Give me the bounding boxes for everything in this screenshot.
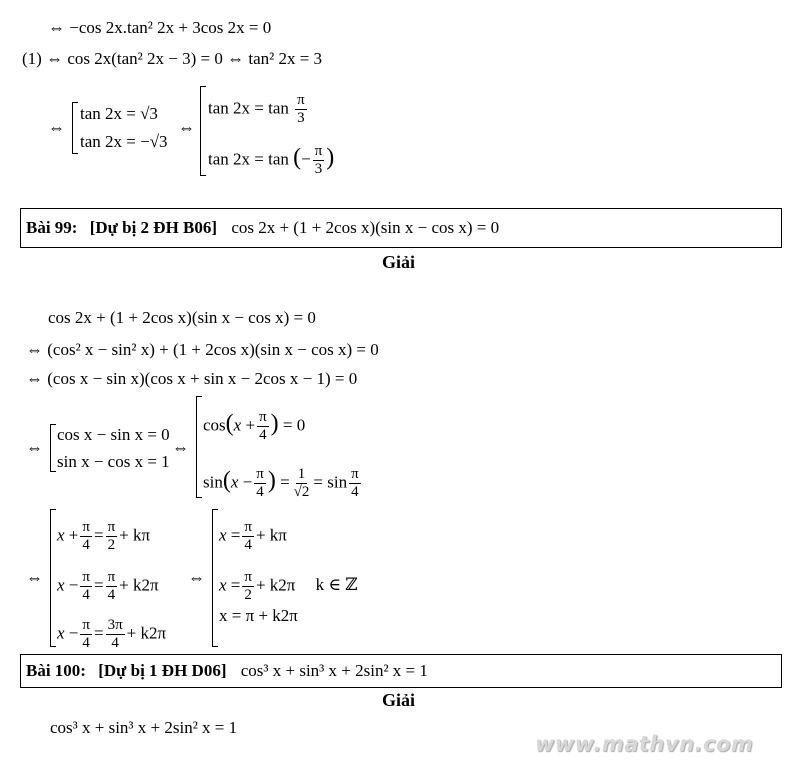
equation-line: cos 2x + (1 + 2cos x)(sin x − cos x) = 0: [48, 308, 316, 327]
equation-line: sin(x − $\frac{\pi}{4}$ ) = $\frac{1}{√2}$ = sin $\frac{\pi}{4}$: [203, 466, 359, 500]
fraction: $\frac{\pi}{2}$: [107, 519, 116, 553]
system-bracket: [212, 509, 213, 647]
system-bracket: [50, 509, 51, 647]
equation-line: tan 2x = √3: [80, 104, 158, 123]
fraction: $\frac{1}{√2}$: [293, 466, 310, 500]
problem-equation: cos³ x + sin³ x + 2sin² x = 1: [240, 661, 428, 680]
system-bracket: [72, 102, 73, 154]
equation-text: tan 2x = tan: [208, 149, 289, 169]
fraction: $\frac{\pi}{3}$: [314, 143, 323, 177]
site-watermark: www.mathvn.com: [535, 732, 754, 756]
system-bracket: [196, 396, 197, 498]
fraction: $\frac{\pi}{3}$: [297, 92, 305, 126]
problem-label: Bài 99:: [26, 218, 78, 237]
equation-line: tan 2x = −√3: [80, 132, 168, 151]
integer-condition: k ∈ ℤ: [315, 575, 358, 595]
fraction: $\frac{\pi}{4}$: [82, 617, 90, 651]
problem-equation: cos 2x + (1 + 2cos x)(sin x − cos x) = 0: [231, 218, 500, 237]
fraction: $\frac{\pi}{4}$: [107, 569, 116, 603]
equivalence-symbol: ⇔: [26, 568, 43, 587]
equation-line: cos³ x + sin³ x + 2sin² x = 1: [50, 718, 238, 737]
equation-line: ⇔ (cos x − sin x)(cos x + sin x − 2cos x − 1) = 0: [26, 369, 358, 388]
solution-heading: Giải: [382, 690, 416, 710]
problem-label: Bài 100:: [26, 661, 86, 680]
system-bracket: [200, 86, 201, 176]
problem-source: [Dự bị 1 ĐH D06]: [98, 661, 227, 680]
equation-line: x − $\frac{\pi}{4}$ = $\frac{\pi}{4}$ + k2π: [57, 569, 159, 603]
fraction: $\frac{\pi}{4}$: [82, 519, 90, 553]
fraction: $\frac{\pi}{2}$: [244, 569, 252, 603]
equation-line: x = $\frac{\pi}{2}$ + k2π k ∈ ℤ: [219, 569, 358, 603]
solution-heading: Giải: [382, 252, 416, 272]
system-bracket: [50, 424, 51, 472]
fraction: $\frac{\pi}{4}$: [82, 569, 90, 603]
equation-text: tan 2x = tan: [208, 98, 289, 118]
equation-line: x − $\frac{\pi}{4}$ = $\frac{3\pi}{4}$ + k2π: [57, 617, 167, 651]
fraction: $\frac{\pi}{4}$: [256, 466, 264, 500]
equivalence-symbol: ⇔: [188, 568, 205, 587]
fraction: $\frac{\pi}{4}$: [259, 409, 267, 443]
equation-line: tan 2x = tan (− $\frac{\pi}{3}$ ): [208, 143, 335, 177]
fraction: $\frac{\pi}{4}$: [244, 519, 252, 553]
problem-header: [26, 661, 428, 681]
equation-line: ⇔ (cos² x − sin² x) + (1 + 2cos x)(sin x − cos x) = 0: [26, 340, 379, 359]
fraction: $\frac{\pi}{4}$: [351, 466, 359, 500]
equation-line: cos(x + $\frac{\pi}{4}$ ) = 0: [203, 409, 306, 443]
equation-line: x + $\frac{\pi}{4}$ = $\frac{\pi}{2}$ + kπ: [57, 519, 151, 553]
equivalence-symbol: ⇔: [178, 118, 195, 137]
equation-line: sin x − cos x = 1: [57, 452, 170, 471]
problem-header: [26, 218, 499, 238]
equivalence-symbol: ⇔: [172, 438, 189, 457]
equation-line: x = π + k2π: [219, 606, 298, 625]
equation-line: x = $\frac{\pi}{4}$ + kπ: [219, 519, 287, 553]
problem-source: [Dự bị 2 ĐH B06]: [89, 218, 218, 237]
equation-line: ⇔ −cos 2x.tan² 2x + 3cos 2x = 0: [48, 18, 272, 37]
equation-line: cos x − sin x = 0: [57, 425, 170, 444]
fraction: $\frac{3\pi}{4}$: [107, 617, 123, 651]
equivalence-symbol: ⇔: [26, 438, 43, 457]
equation-line: [208, 92, 309, 127]
equivalence-symbol: ⇔: [48, 118, 65, 137]
equation-line: (1) ⇔ cos 2x(tan² 2x − 3) = 0 ⇔ tan² 2x = 3: [22, 49, 323, 68]
